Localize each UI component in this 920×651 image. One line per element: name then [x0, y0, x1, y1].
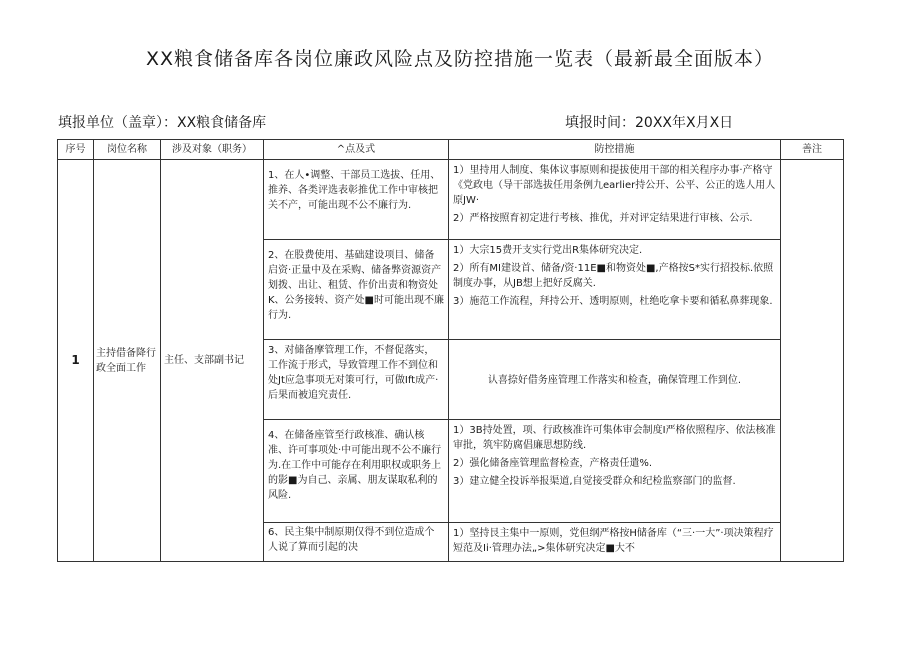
risk-text: 2、在股费使用、基础建设项目、储备启资·正量中及在采购、储备弊资源资产划拨、出让、租赁、作价出责和物资处K、公务接转、资产处■时可能出现不廉行为.	[268, 250, 445, 321]
control-item: 1）3B持处置，项、行政核准许可集体审会制度I严格依照程序、依法核准审批，筑牢防腐倡廉思想防线.	[453, 425, 776, 451]
remark-cell	[781, 160, 844, 562]
risk-text: 6、民主集中制原期仅得不到位造成个人说了算而引起的决	[268, 527, 435, 553]
control-item: 2）所有MI建设首、储备/资·11E■和物资处■,产格按S*实行招投标.依照制度办事，从JB想上把好反腐关.	[453, 263, 774, 289]
header-post: 岗位名称	[94, 140, 161, 160]
risk-text: 4、在储备座管至行政核准、确认核准、许可事项处·中可能出现不公不廉行为.在工作中可能存在利用职权或职务上的影■为自己、亲属、朋友谋取私利的风险.	[268, 430, 442, 501]
post-name: 主持借备降行政全面工作	[94, 160, 161, 562]
risk-text: 3、对储备摩管理工作，不督促落实，工作流于形式，导致管理工作不到位和处Jt应急事项无对策可行，可做Ift成产·后果而被追究责任.	[268, 345, 439, 401]
control-item: 3）施范工作流程，拜持公开、透明原则，杜绝吃拿卡要和循私鼻葬现象.	[453, 296, 773, 307]
involved-object: 主任、支部副书记	[161, 160, 264, 562]
control-measures	[449, 340, 781, 420]
control-item: 1）里持用人制度、集体议事原则和提拔使用干部的相关程序办事·产格守《党政电（导干部选拔任用条例九earlier持公开、公平、公正的选人用人原JW·	[453, 165, 776, 206]
reporting-unit: 填报单位（盖章）：XX粮食储备库	[58, 115, 267, 131]
control-item: 2）强化储备座管理监督检查，产格责任遣%.	[453, 458, 653, 469]
risk-point	[264, 340, 449, 420]
control-item: 认喜捺好借务座管理工作落实和检查，确保管理工作到位.	[487, 374, 742, 386]
control-measures	[449, 240, 781, 340]
table-header-row	[58, 140, 844, 160]
control-item: 1）大宗15费开支实行党出R集体研究决定.	[453, 245, 643, 256]
header-risk: ^点及式	[264, 140, 449, 160]
control-item: 3）建立健全投诉举报渠道,自觉接受群众和纪检监察部门的监督.	[453, 476, 736, 487]
header-no: 序号	[58, 140, 94, 160]
header-object: 涉及对象（职务）	[161, 140, 264, 160]
control-measures	[449, 420, 781, 523]
risk-point	[264, 420, 449, 523]
risk-point	[264, 523, 449, 562]
control-item: 1）坚持艮主集中一原则，党但纲严格按H储备库（“三·一大”·项决策程疗短范及Ii·管理办法„>集体研究决定■大不	[453, 528, 774, 554]
reporting-date: 填报时间：20XX年X月X日	[565, 115, 734, 131]
risk-text: 1、在人•调整、干部员工选拔、任用、推养、各类评选表彰推优工作中审核把关不产，可能出现不公不廉行为.	[268, 170, 441, 211]
header-remark: 善注	[781, 140, 844, 160]
control-measures	[449, 523, 781, 562]
row-number: 1	[58, 160, 94, 562]
risk-point	[264, 160, 449, 240]
header-control: 防控措施	[449, 140, 781, 160]
table-row	[58, 160, 844, 240]
control-item: 2）严格按照育初定进行考核、推优，并对评定结果进行审核、公示.	[453, 213, 753, 224]
risk-point	[264, 240, 449, 340]
document-title: XX粮食储备库各岗位廉政风险点及防控措施一览表（最新最全面版本）	[145, 48, 775, 70]
control-measures	[449, 160, 781, 240]
risk-control-table	[57, 139, 844, 562]
